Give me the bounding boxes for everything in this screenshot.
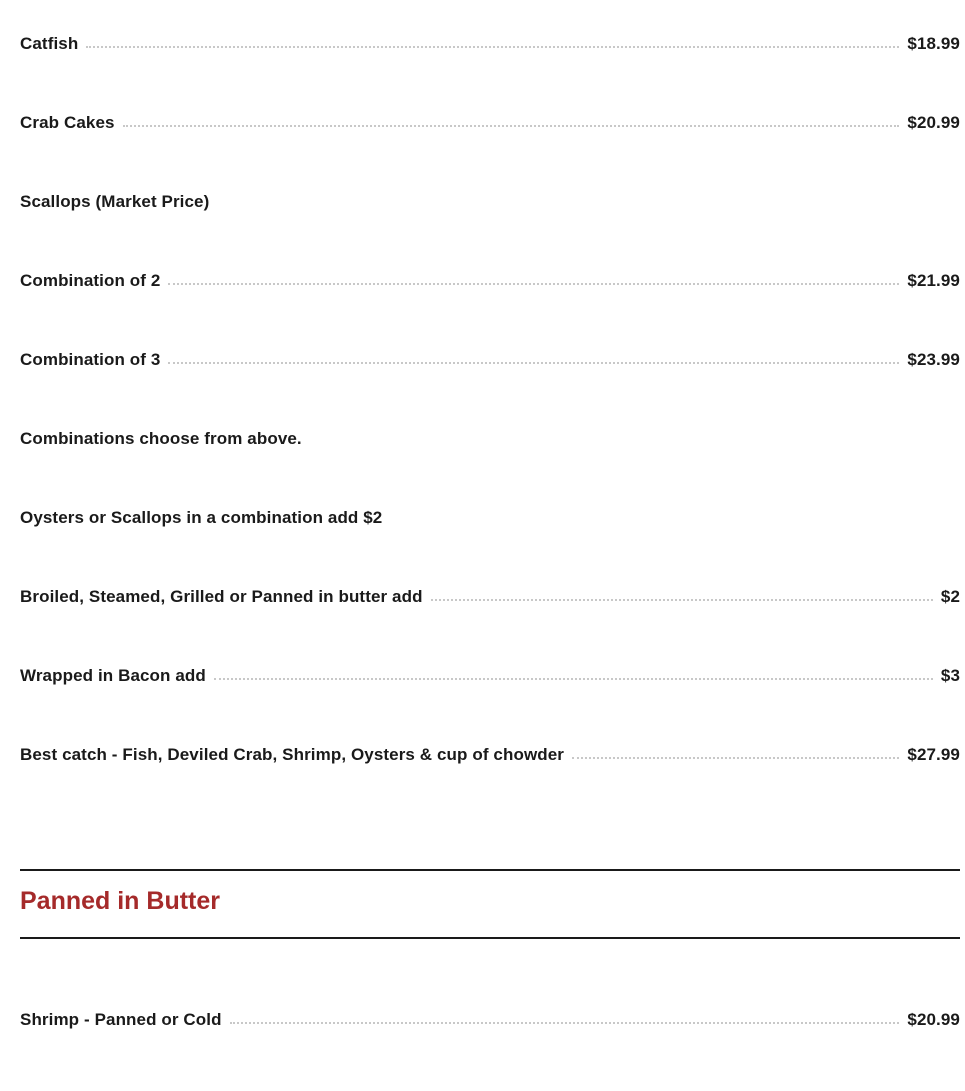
dot-leader [86, 45, 899, 48]
menu-item-name: Best catch - Fish, Deviled Crab, Shrimp, Oysters & cup of chowder [20, 745, 565, 764]
menu-item-price: $21.99 [907, 271, 960, 290]
menu-item-combination-2 [20, 268, 960, 294]
section-divider-bottom [20, 937, 960, 939]
menu-item-name: Crab Cakes [20, 113, 115, 132]
dot-leader [431, 598, 933, 601]
section-heading: Panned in Butter [20, 887, 221, 915]
menu-item-scallops [20, 189, 960, 215]
menu-item-shrimp [20, 1007, 960, 1033]
menu-item-name: Combinations choose from above. [20, 429, 302, 448]
menu-item-cooking-style [20, 584, 960, 610]
menu-item-name: Shrimp - Panned or Cold [20, 1010, 222, 1029]
menu-note-oysters-scallops [20, 505, 960, 531]
menu-item-crab-cakes [20, 110, 960, 136]
dot-leader [168, 361, 899, 364]
dot-leader [214, 677, 933, 680]
dot-leader [572, 756, 899, 759]
menu-item-price: $23.99 [907, 350, 960, 369]
menu-item-wrapped-in-bacon [20, 663, 960, 689]
section-divider-top [20, 869, 960, 871]
menu-item-price: $18.99 [907, 34, 960, 53]
menu-item-name: Combination of 3 [20, 350, 161, 369]
menu-item-name: Broiled, Steamed, Grilled or Panned in butter add [20, 587, 423, 606]
menu-item-best-catch [20, 742, 960, 768]
menu-item-name: Combination of 2 [20, 271, 161, 290]
dot-leader [123, 124, 900, 127]
dot-leader [168, 282, 899, 285]
menu-note-combinations [20, 426, 960, 452]
menu-item-name: Wrapped in Bacon add [20, 666, 206, 685]
menu-item-price: $3 [940, 666, 960, 685]
menu-item-name: Catfish [20, 34, 79, 53]
menu-item-name: Oysters or Scallops in a combination add $2 [20, 508, 383, 527]
menu-item-price: $27.99 [907, 745, 960, 764]
menu-item-price: $20.99 [907, 1010, 960, 1029]
dot-leader [230, 1021, 900, 1024]
menu-item-price: $2 [940, 587, 960, 606]
menu-item-combination-3 [20, 347, 960, 373]
menu-item-name: Scallops (Market Price) [20, 192, 210, 211]
menu-item-price: $20.99 [907, 113, 960, 132]
menu-item-catfish [20, 31, 960, 57]
